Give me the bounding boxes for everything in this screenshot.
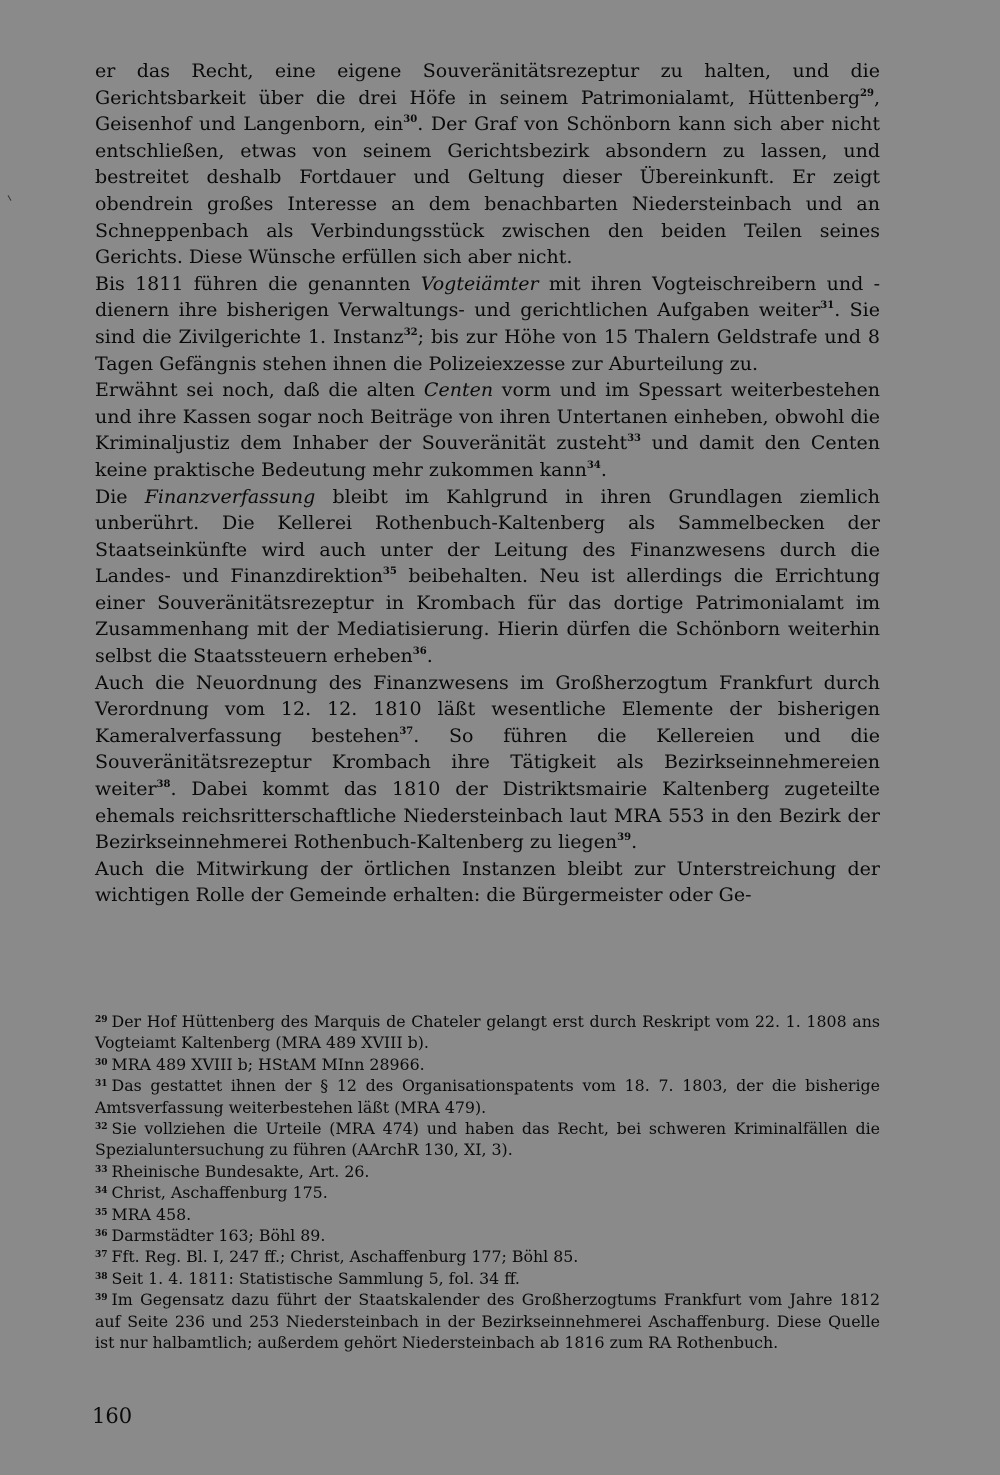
footnote-reference: 39 <box>617 832 632 844</box>
margin-mark <box>8 195 12 201</box>
footnote <box>95 1246 880 1267</box>
footnote-number: 39 <box>95 1293 108 1304</box>
footnote-text: MRA 489 XVIII b; HStAM MInn 28966. <box>111 1054 425 1074</box>
text-run: . <box>600 458 607 481</box>
paragraph <box>95 271 880 377</box>
emphasized-term: Finanzverfassung <box>144 485 316 508</box>
footnote-number: 33 <box>95 1164 108 1175</box>
footnote-number: 31 <box>95 1079 108 1090</box>
paragraph <box>95 58 880 271</box>
text-run: . Dabei kommt das 1810 der Distriktsmairie Kaltenberg zugeteilte ehemals reichsritterschaftliche Niedersteinbach laut MRA 553 in den Bezirk der Bezirkseinnehmerei Rothenbuch-Kaltenberg zu liegen <box>95 778 880 854</box>
text-run: Die <box>95 485 145 508</box>
text-run: Auch die Mitwirkung der örtlichen Instanzen bleibt zur Unterstreichung der wichtigen Rolle der Gemeinde erhalten: die Bürgermeister oder Ge- <box>95 857 880 907</box>
footnote <box>95 1268 880 1289</box>
footnote-reference: 34 <box>586 459 601 471</box>
page-number: 160 <box>92 1404 133 1428</box>
text-run: mit ihren Vogteischreibern und -dienern ihre bisherigen Verwaltungs- und gerichtlichen Aufgaben weiter <box>95 272 880 322</box>
text-run: . Der Graf von Schönborn kann sich aber nicht entschließen, etwas von seinem Gerichtsbezirk absondern zu lassen, und bestreitet deshalb Fortdauer und Geltung dieser Übereinkunft. Er zeigt obendrein großes Interesse an dem benachbarten Niedersteinbach und an Schneppenbach als Verbindungsstück zwischen den beiden Teilen seines Gerichts. Diese Wünsche erfüllen sich aber nicht. <box>95 113 880 269</box>
footnote-text: Darmstädter 163; Böhl 89. <box>111 1226 326 1246</box>
text-run: . So führen die Kellereien und die Souveränitätsrezeptur Krombach ihre Tätigkeit als Bezirkseinnehmereien weiter <box>95 724 880 801</box>
footnote <box>95 1204 880 1225</box>
text-run: . <box>426 645 433 668</box>
text-run: . <box>631 831 638 854</box>
paragraph <box>95 670 880 856</box>
footnote-number: 34 <box>95 1186 108 1197</box>
footnote <box>95 1075 880 1118</box>
footnote-reference: 35 <box>382 566 397 578</box>
footnote-number: 38 <box>95 1271 108 1282</box>
footnote-number: 30 <box>95 1057 108 1068</box>
footnote-number: 32 <box>95 1122 108 1133</box>
text-run: Bis 1811 führen die genannten <box>95 272 421 295</box>
text-run: beibehalten. Neu ist allerdings die Errichtung einer Souveränitätsrezeptur in Krombach für das dortige Patrimonialamt im Zusammenhang mit der Mediatisierung. Hierin dürfen die Schönborn weiterhin selbst die Staatssteuern erheben <box>95 565 880 668</box>
footnote-number: 37 <box>95 1250 108 1261</box>
text-run: bleibt im Kahlgrund in ihren Grundlagen ziemlich unberührt. Die Kellerei Rothenbuch-Kaltenberg als Sammelbecken der Staatseinkünfte wird auch unter der Leitung des Finanzwesens durch die Landes- und Finanzdirektion <box>95 485 880 588</box>
paragraph <box>95 377 880 483</box>
text-run: ; bis zur Höhe von 15 Thalern Geldstrafe und 8 Tagen Gefängnis stehen ihnen die Polizeiexzesse zur Aburteilung zu. <box>95 325 880 375</box>
footnote <box>95 1161 880 1182</box>
text-run: Erwähnt sei noch, daß die alten <box>95 379 424 402</box>
footnote-text: Fft. Reg. Bl. I, 247 ff.; Christ, Aschaffenburg 177; Böhl 85. <box>111 1247 579 1267</box>
footnote-reference: 32 <box>403 326 418 338</box>
footnote <box>95 1118 880 1161</box>
text-run: vorm und im Spessart weiterbestehen und ihre Kassen sogar noch Beiträge von ihren Untertanen einheben, obwohl die Kriminaljustiz dem Inhaber der Souveränität zusteht <box>95 379 881 455</box>
footnote <box>95 1182 880 1203</box>
footnote-number: 35 <box>95 1207 108 1218</box>
footnote-text: Rheinische Bundesakte, Art. 26. <box>111 1161 370 1181</box>
text-run: , Geisenhof und Langenborn, ein <box>95 86 880 136</box>
footnote-text: Der Hof Hüttenberg des Marquis de Chateler gelangt erst durch Reskript vom 22. 1. 1808 ans Vogteiamt Kaltenberg (MRA 489 XVIII b). <box>95 1012 880 1053</box>
footnote <box>95 1011 880 1054</box>
footnote-reference: 31 <box>820 300 835 312</box>
footnote-text: Christ, Aschaffenburg 175. <box>111 1183 328 1203</box>
footnote <box>95 1225 880 1246</box>
footnote-reference: 38 <box>156 779 171 791</box>
footnote-text: MRA 458. <box>111 1204 192 1224</box>
paragraph <box>95 856 880 909</box>
footnote <box>95 1289 880 1353</box>
footnote-reference: 33 <box>627 433 642 445</box>
footnote-reference: 37 <box>399 725 414 737</box>
footnote-text: Seit 1. 4. 1811: Statistische Sammlung 5, fol. 34 ff. <box>111 1268 520 1288</box>
emphasized-term: Vogteiämter <box>420 272 539 295</box>
paragraph <box>95 484 880 670</box>
footnote <box>95 1054 880 1075</box>
footnote-number: 36 <box>95 1229 108 1240</box>
emphasized-term: Centen <box>423 379 494 402</box>
footnote-number: 29 <box>95 1015 108 1025</box>
text-run: . Sie sind die Zivilgerichte 1. Instanz <box>95 299 880 348</box>
footnote-reference: 30 <box>403 114 418 126</box>
footnote-text: Das gestattet ihnen der § 12 des Organisationspatents vom 18. 7. 1803, der die bisherige Amtsverfassung weiterbestehen läßt (MRA 479). <box>95 1076 880 1117</box>
footnote-reference: 29 <box>860 87 874 99</box>
footnotes <box>95 1011 880 1354</box>
text-run: Auch die Neuordnung des Finanzwesens im Großherzogtum Frankfurt durch Verordnung vom 12. 12. 1810 läßt wesentliche Elemente der bisherigen Kameralverfassung bestehen <box>95 671 880 747</box>
body-text <box>95 58 880 909</box>
footnote-text: Sie vollziehen die Urteile (MRA 474) und haben das Recht, bei schweren Kriminalfällen die Spezialuntersuchung zu führen (AArchR 130, XI, 3). <box>95 1119 880 1160</box>
text-run: er das Recht, eine eigene Souveränitätsrezeptur zu halten, und die Gerichtsbarkeit über die drei Höfe in seinem Patrimonialamt, Hüttenberg <box>95 60 880 109</box>
footnote-reference: 36 <box>412 646 427 658</box>
footnote-text: Im Gegensatz dazu führt der Staatskalender des Großherzogtums Frankfurt vom Jahre 1812 auf Seite 236 und 253 Niedersteinbach in der Bezirkseinnehmerei Aschaffenburg. Diese Quelle ist nur halbamtlich; außerdem gehört Niedersteinbach ab 1816 zum RA Rothenbuch. <box>95 1290 880 1353</box>
text-run: und damit den Centen keine praktische Bedeutung mehr zukommen kann <box>95 432 881 481</box>
